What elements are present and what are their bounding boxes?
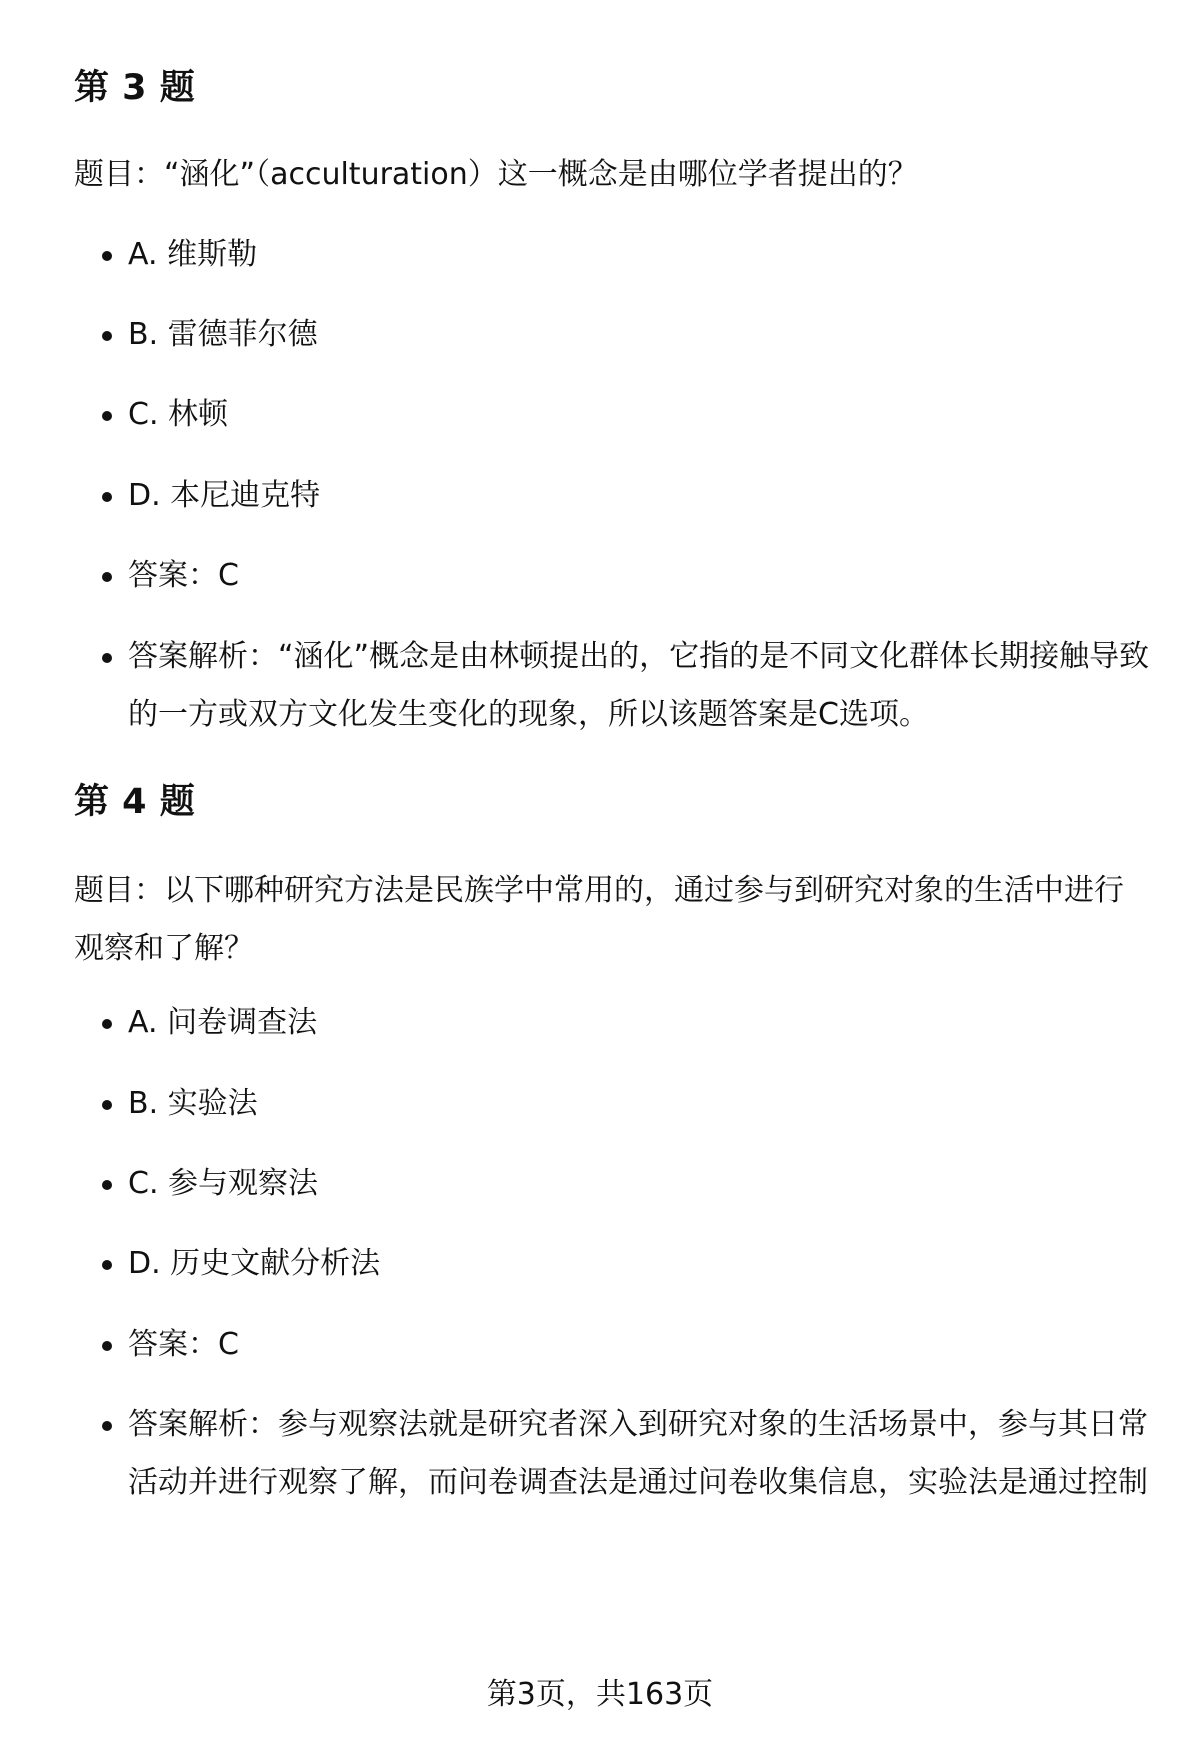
- option-d: D. 本尼迪克特: [128, 467, 1151, 525]
- document-page: [74, 0, 1154, 1755]
- option-b: B. 实验法: [128, 1075, 1151, 1133]
- answer-analysis: 答案解析：参与观察法就是研究者深入到研究对象的生活场景中，参与其日常活动并进行观察了解，而问卷调查法是通过问卷收集信息，实验法是通过控制: [128, 1396, 1151, 1512]
- question-text: 题目：“涵化”（acculturation）这一概念是由哪位学者提出的？: [74, 157, 918, 192]
- answer-line: 答案：C: [128, 1316, 1151, 1374]
- question-title: 第 3 题: [74, 68, 196, 108]
- page-footer: 第3页，共163页: [486, 1677, 714, 1712]
- question-text: 题目：以下哪种研究方法是民族学中常用的，通过参与到研究对象的生活中进行观察和了解？: [74, 873, 1124, 966]
- option-a: A. 维斯勒: [128, 226, 1151, 284]
- option-c: C. 林顿: [128, 386, 1151, 444]
- question-title: 第 4 题: [74, 782, 196, 822]
- answer-line: 答案：C: [128, 547, 1151, 605]
- answer-analysis: 答案解析：“涵化”概念是由林顿提出的，它指的是不同文化群体长期接触导致的一方或双方文化发生变化的现象，所以该题答案是C选项。: [128, 628, 1151, 744]
- option-b: B. 雷德菲尔德: [128, 306, 1151, 364]
- option-c: C. 参与观察法: [128, 1155, 1151, 1213]
- option-a: A. 问卷调查法: [128, 994, 1151, 1052]
- option-d: D. 历史文献分析法: [128, 1235, 1151, 1293]
